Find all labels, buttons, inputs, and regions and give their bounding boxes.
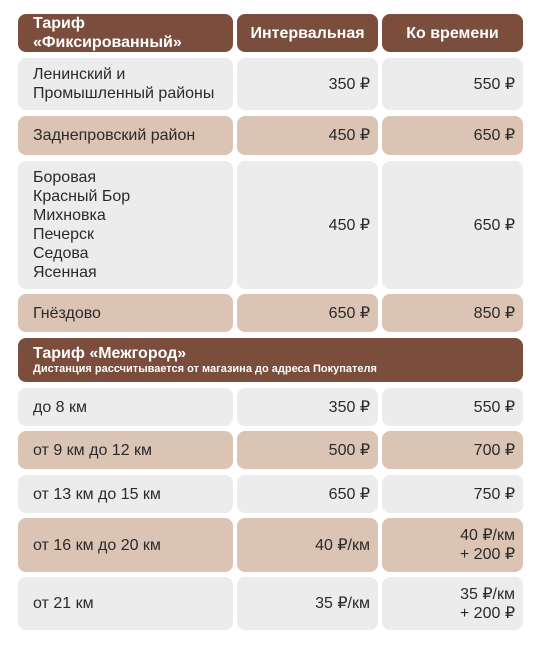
by-time-price-cell: 550 ₽	[382, 388, 523, 426]
header-by-time: Ко времени	[382, 14, 523, 52]
by-time-price-cell: 550 ₽	[382, 58, 523, 110]
by-time-price-cell: 35 ₽/км + 200 ₽	[382, 577, 523, 630]
header-interval: Интервальная	[237, 14, 378, 52]
distance-cell: от 21 км	[18, 577, 233, 630]
zone-cell: Ленинский и Промышленный районы	[18, 58, 233, 110]
zone-cell: Заднепровский район	[18, 116, 233, 155]
interval-price-cell: 35 ₽/км	[237, 577, 378, 630]
distance-cell: от 13 км до 15 км	[18, 475, 233, 513]
zone-cell: Боровая Красный Бор Михновка Печерск Седова Ясенная	[18, 161, 233, 289]
by-time-price-cell: 40 ₽/км + 200 ₽	[382, 518, 523, 572]
by-time-price-cell: 850 ₽	[382, 294, 523, 332]
header-tariff-fixed: Тариф «Фиксированный»	[18, 14, 233, 52]
interval-price-cell: 650 ₽	[237, 475, 378, 513]
by-time-price-cell: 750 ₽	[382, 475, 523, 513]
by-time-price-cell: 700 ₽	[382, 431, 523, 469]
interval-price-cell: 500 ₽	[237, 431, 378, 469]
intercity-subtitle: Дистанция рассчитывается от магазина до адреса Покупателя	[33, 362, 377, 375]
interval-price-cell: 350 ₽	[237, 58, 378, 110]
by-time-price-cell: 650 ₽	[382, 116, 523, 155]
interval-price-cell: 450 ₽	[237, 161, 378, 289]
interval-price-cell: 650 ₽	[237, 294, 378, 332]
intercity-header	[18, 338, 523, 382]
interval-price-cell: 40 ₽/км	[237, 518, 378, 572]
intercity-title: Тариф «Межгород»	[33, 344, 187, 362]
distance-cell: от 16 км до 20 км	[18, 518, 233, 572]
distance-cell: до 8 км	[18, 388, 233, 426]
interval-price-cell: 450 ₽	[237, 116, 378, 155]
zone-cell: Гнёздово	[18, 294, 233, 332]
distance-cell: от 9 км до 12 км	[18, 431, 233, 469]
by-time-price-cell: 650 ₽	[382, 161, 523, 289]
interval-price-cell: 350 ₽	[237, 388, 378, 426]
